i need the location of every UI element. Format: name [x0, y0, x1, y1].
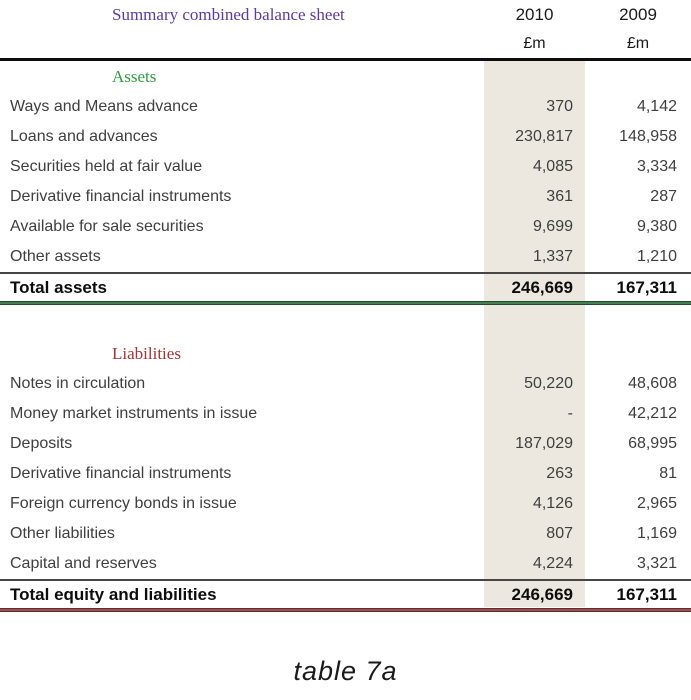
value-2009: 1,169 [636, 525, 677, 542]
table-row [0, 459, 691, 489]
row-label: Notes in circulation [10, 375, 146, 392]
value-2009: 148,958 [619, 128, 677, 145]
total-2010: 246,669 [511, 584, 573, 604]
unit-header-2010: £m [523, 35, 546, 52]
column-header-2010: 2010 [515, 5, 554, 24]
row-label: Other assets [10, 248, 101, 265]
assets-section-header-row [0, 61, 691, 92]
value-2009: 3,321 [636, 555, 677, 572]
value-2010: 807 [546, 525, 573, 542]
row-label: Securities held at fair value [10, 158, 203, 175]
value-2009: 81 [659, 465, 677, 482]
value-2009: 4,142 [636, 98, 677, 115]
value-2010: 230,817 [515, 128, 573, 145]
table-row [0, 399, 691, 429]
value-2010: 4,224 [532, 555, 573, 572]
value-2010: 187,029 [515, 435, 573, 452]
row-label: Ways and Means advance [10, 98, 198, 115]
value-2010: 1,337 [532, 248, 573, 265]
table-row [0, 549, 691, 579]
table-row [0, 92, 691, 122]
total-label: Total equity and liabilities [10, 584, 217, 604]
row-label: Foreign currency bonds in issue [10, 495, 237, 512]
table-row [0, 122, 691, 152]
liabilities-section-header-row [0, 338, 691, 369]
total-2009: 167,311 [616, 277, 677, 297]
value-2010: 50,220 [524, 375, 573, 392]
total-2010: 246,669 [511, 277, 573, 297]
value-2009: 1,210 [636, 248, 677, 265]
value-2010: - [567, 405, 573, 422]
row-label: Capital and reserves [10, 555, 157, 572]
value-2009: 2,965 [636, 495, 677, 512]
section-gap [0, 305, 691, 338]
row-label: Derivative financial instruments [10, 465, 232, 482]
value-2009: 42,212 [628, 405, 677, 422]
liabilities-total-row [0, 581, 691, 608]
table-row [0, 152, 691, 182]
table-row [0, 212, 691, 242]
table-unit-row [0, 30, 691, 58]
table-row [0, 242, 691, 272]
value-2010: 263 [546, 465, 573, 482]
row-label: Other liabilities [10, 525, 115, 542]
column-header-2009: 2009 [619, 5, 657, 24]
row-label: Derivative financial instruments [10, 188, 232, 205]
value-2010: 4,085 [532, 158, 573, 175]
value-2010: 370 [546, 98, 573, 115]
row-label: Available for sale securities [10, 218, 204, 235]
value-2009: 68,995 [628, 435, 677, 452]
total-2009: 167,311 [616, 584, 677, 604]
value-2009: 287 [650, 188, 677, 205]
table-row [0, 429, 691, 459]
table-row [0, 519, 691, 549]
value-2010: 9,699 [532, 218, 573, 235]
table-header-row [0, 0, 691, 30]
table-title: Summary combined balance sheet [112, 5, 345, 24]
liabilities-section-heading: Liabilities [112, 343, 181, 363]
table-caption: table 7a [293, 656, 398, 686]
row-label: Deposits [10, 435, 73, 452]
liabilities-total-bottom-rule [0, 608, 691, 612]
value-2010: 4,126 [532, 495, 573, 512]
value-2010: 361 [546, 188, 573, 205]
table-row [0, 489, 691, 519]
value-2009: 3,334 [636, 158, 677, 175]
value-2009: 9,380 [636, 218, 677, 235]
row-label: Loans and advances [10, 128, 158, 145]
assets-section-heading: Assets [112, 66, 157, 86]
value-2009: 48,608 [628, 375, 677, 392]
row-label: Money market instruments in issue [10, 405, 258, 422]
unit-header-2009: £m [626, 35, 650, 52]
table-row [0, 369, 691, 399]
assets-total-row [0, 274, 691, 301]
table-row [0, 182, 691, 212]
total-label: Total assets [10, 277, 108, 297]
